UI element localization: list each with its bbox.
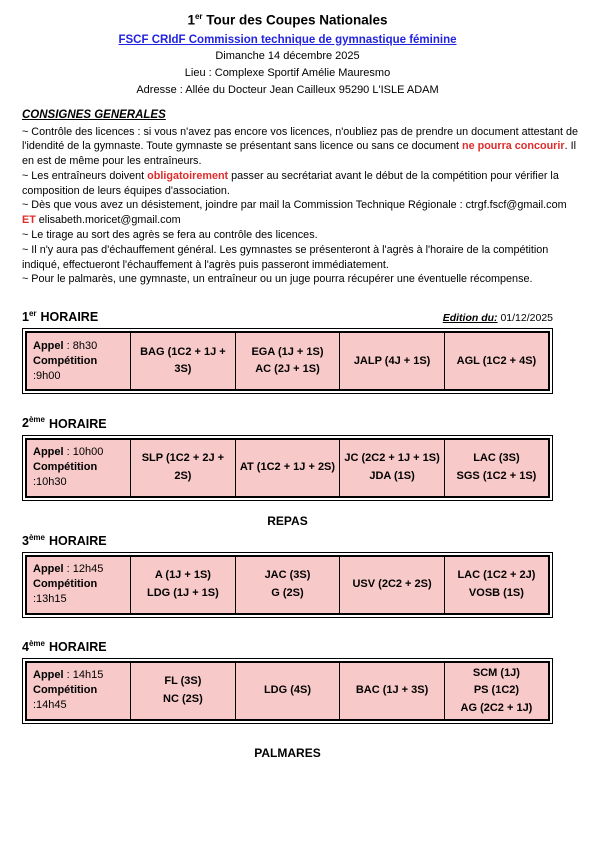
table-row <box>26 556 549 614</box>
schedule-1-header-row <box>22 309 553 324</box>
club-cell <box>235 439 340 497</box>
club-cell <box>235 332 340 390</box>
schedule-4-table <box>22 658 553 724</box>
edition-date <box>443 312 553 324</box>
schedule-3-heading <box>22 533 107 548</box>
consigne-item: ~ Pour le palmarès, une gymnaste, un entraîneur ou un juge pourra récupérer une éventuelle récompense. <box>22 273 533 286</box>
heading-number: 3 <box>22 533 29 548</box>
page-title <box>22 12 553 28</box>
club-cell <box>131 662 236 720</box>
highlight-red: ET <box>22 214 36 227</box>
club-cell <box>235 662 340 720</box>
club-entry: AT (1C2 + 1J + 2S) <box>239 460 336 473</box>
consigne-text: . Il en est de même pour les entraîneurs. <box>22 140 576 168</box>
consigne-item <box>22 169 578 199</box>
club-entry: LAC (3S) <box>473 452 520 465</box>
schedule-3-header-row <box>22 533 553 548</box>
consigne-text: ~ Dès que vous avez un désistement, joindre par mail la Commission Technique Régionale : ctrgf.fscf@gmail.com <box>22 199 567 212</box>
consigne-item: ~ Il n'y aura pas d'échauffement général. Les gymnastes se présenteront à l'agrès à l'horaire de la compétition indiqué, effectueront l'échauffement à l'agrès puis passeront immédiatement. <box>22 243 549 271</box>
schedule-2-heading <box>22 415 107 430</box>
club-cell <box>340 439 445 497</box>
club-cell <box>340 332 445 390</box>
heading-word: HORAIRE <box>48 639 107 654</box>
heading-word: HORAIRE <box>40 310 99 325</box>
club-entry: JDA (1S) <box>369 469 415 482</box>
edition-value: 01/12/2025 <box>497 312 553 325</box>
club-entry: PS (1C2) <box>473 684 520 697</box>
club-entry: LDG (4S) <box>263 684 312 697</box>
title-number: 1 <box>187 12 195 28</box>
schedule-2-header-row <box>22 415 553 430</box>
schedule-2-table <box>22 435 553 501</box>
heading-number: 2 <box>22 416 29 431</box>
title-text: Tour des Coupes Nationales <box>202 12 388 28</box>
club-entry: G (2S) <box>271 586 304 599</box>
club-entry: FL (3S) <box>164 675 202 688</box>
schedule-1-table <box>22 328 553 394</box>
competition-line: Compétition :14h45 <box>33 684 98 712</box>
club-entry: LAC (1C2 + 2J) <box>457 569 536 582</box>
heading-word: HORAIRE <box>48 416 107 431</box>
club-cell <box>340 662 445 720</box>
competition-line: Compétition :10h30 <box>33 461 98 489</box>
club-cell <box>444 332 549 390</box>
heading-number: 4 <box>22 639 29 654</box>
consigne-item: ~ Le tirage au sort des agrès se fera au contrôle des licences. <box>22 229 318 242</box>
club-entry: JAC (3S) <box>264 569 311 582</box>
club-cell <box>131 332 236 390</box>
schedule-4-heading <box>22 639 107 654</box>
repas-heading: REPAS <box>267 513 308 528</box>
consigne-text: elisabeth.moricet@gmail.com <box>35 214 181 227</box>
club-entry: A (1J + 1S) <box>154 569 211 582</box>
club-entry: EGA (1J + 1S) <box>251 345 324 358</box>
club-entry: BAG (1C2 + 1J + 3S) <box>140 345 226 376</box>
club-entry: AC (2J + 1S) <box>255 363 320 376</box>
event-date: Dimanche 14 décembre 2025 <box>215 49 360 62</box>
table-row <box>26 332 549 390</box>
heading-ordinal-suffix: er <box>28 309 37 319</box>
appel-cell <box>26 439 131 497</box>
appel-line: Appel : 14h15 <box>33 669 104 682</box>
table-row <box>26 439 549 497</box>
competition-line: Compétition :9h00 <box>33 354 98 382</box>
club-cell <box>444 556 549 614</box>
schedules-section <box>22 309 553 760</box>
club-entry: JC (2C2 + 1J + 1S) <box>344 452 440 465</box>
club-entry: SCM (1J) <box>472 666 520 679</box>
consigne-text: ~ Contrôle des licences : si vous n'avez pas encore vos licences, n'oubliez pas de prendre un document attestant de l'idendité de la gymnaste. Toute gymnaste se présentant sans licence ou sans ce document <box>22 125 578 153</box>
appel-line: Appel : 8h30 <box>33 339 98 352</box>
club-cell <box>131 556 236 614</box>
heading-ordinal-suffix: ème <box>28 638 45 648</box>
club-entry: NC (2S) <box>163 692 203 705</box>
edition-label: Edition du: <box>442 312 498 325</box>
appel-cell <box>26 662 131 720</box>
consigne-text: passer au secrétariat avant le début de la compétition pour vérifier la composition de leurs équipes d'association. <box>22 169 559 197</box>
event-address: Adresse : Allée du Docteur Jean Cailleux 95290 L'ISLE ADAM <box>136 83 439 96</box>
schedule-3-table <box>22 552 553 618</box>
consigne-item <box>22 125 578 169</box>
appel-line: Appel : 10h00 <box>33 446 104 459</box>
appel-cell <box>26 556 131 614</box>
event-location: Lieu : Complexe Sportif Amélie Mauresmo <box>184 66 391 79</box>
palmares-heading: PALMARES <box>254 745 321 760</box>
club-cell <box>444 662 549 720</box>
title-ordinal-suffix: er <box>194 12 203 21</box>
club-entry: SGS (1C2 + 1S) <box>456 469 537 482</box>
club-cell <box>131 439 236 497</box>
heading-word: HORAIRE <box>48 533 107 548</box>
club-entry: AGL (1C2 + 4S) <box>456 354 537 367</box>
consigne-text: ~ Les entraîneurs doivent <box>22 169 148 182</box>
heading-ordinal-suffix: ème <box>28 415 45 425</box>
club-entry: AG (2C2 + 1J) <box>460 701 533 714</box>
club-cell <box>444 439 549 497</box>
consignes-heading: CONSIGNES GENERALES <box>22 108 166 121</box>
club-cell <box>340 556 445 614</box>
schedule-4-header-row <box>22 639 553 654</box>
club-entry: LDG (1J + 1S) <box>146 586 219 599</box>
consigne-item <box>22 198 578 228</box>
club-entry: USV (2C2 + 2S) <box>352 577 432 590</box>
table-row <box>26 662 549 720</box>
club-entry: VOSB (1S) <box>468 586 524 599</box>
heading-number: 1 <box>22 310 29 325</box>
competition-line: Compétition :13h15 <box>33 578 98 606</box>
highlight-red: obligatoirement <box>147 169 229 182</box>
club-entry: BAC (1J + 3S) <box>355 684 429 697</box>
commission-link[interactable]: FSCF CRIdF Commission technique de gymnastique féminine <box>118 33 457 46</box>
consignes-section <box>22 109 578 288</box>
schedule-1-heading <box>22 309 98 324</box>
header-block <box>22 12 553 97</box>
highlight-red: ne pourra concourir <box>462 140 565 153</box>
club-cell <box>235 556 340 614</box>
club-entry: JALP (4J + 1S) <box>353 354 431 367</box>
club-entry: SLP (1C2 + 2J + 2S) <box>141 452 225 482</box>
appel-line: Appel : 12h45 <box>33 563 104 576</box>
heading-ordinal-suffix: ème <box>28 532 45 542</box>
appel-cell <box>26 332 131 390</box>
